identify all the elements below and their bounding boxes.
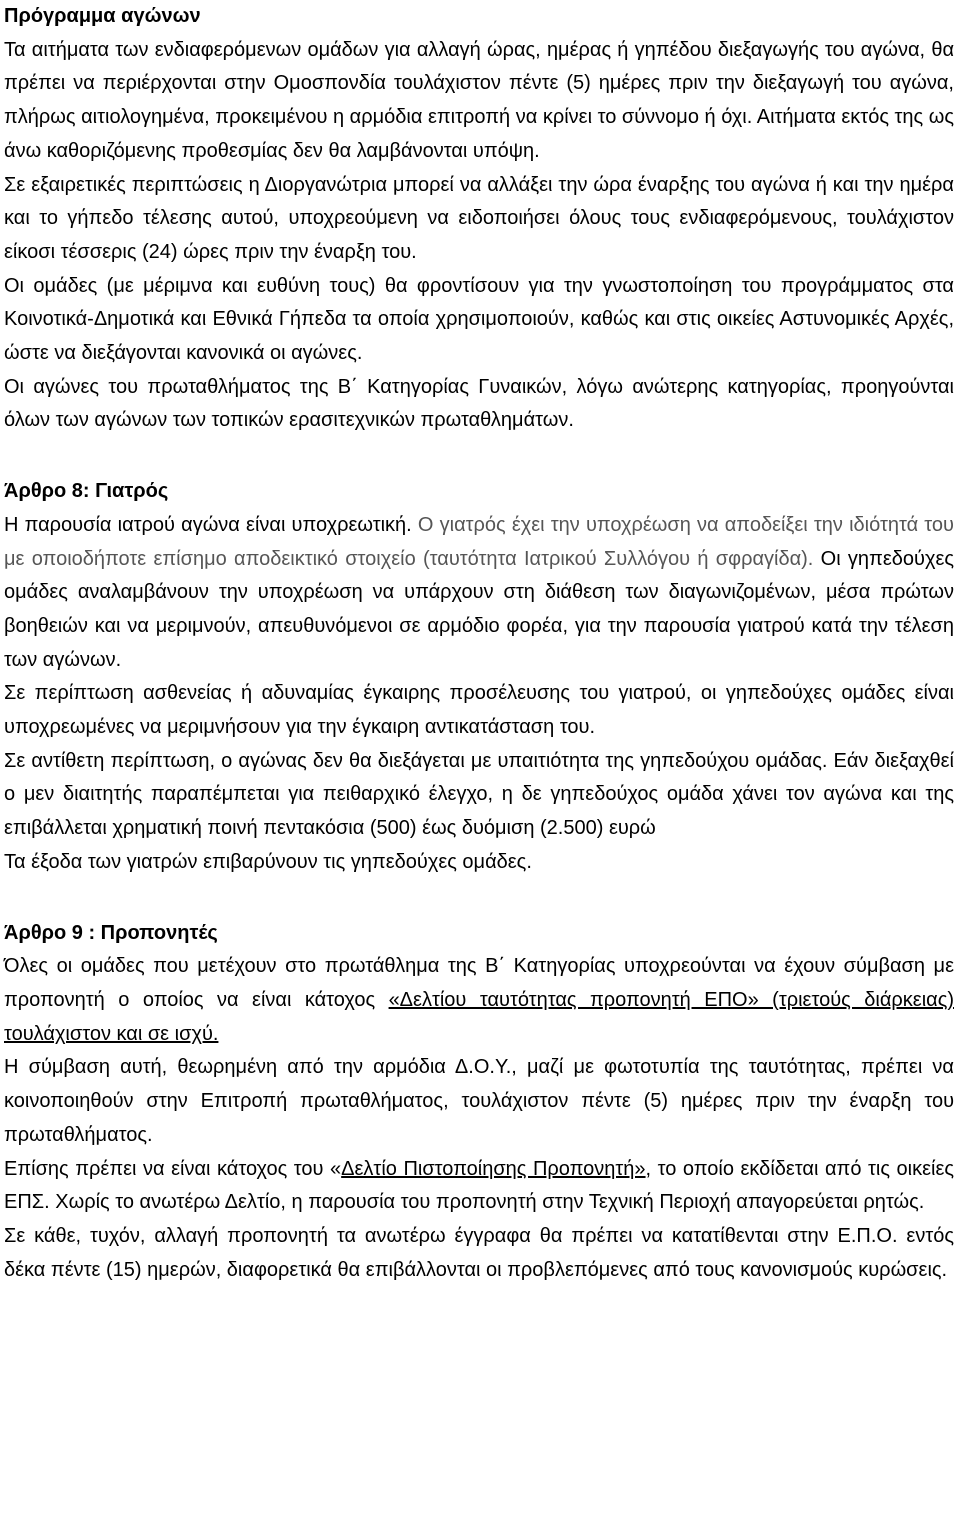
paragraph-change-requests: Τα αιτήματα των ενδιαφερόμενων ομάδων για αλλαγή ώρας, ημέρας ή γηπέδου διεξαγωγής του αγώνα, θα πρέπει να περιέρχονται στην Ομοσπονδία τουλάχιστον πέντε (5) ημέρες πριν την διεξαγωγή του αγώνα, πλήρως αιτιολογημένα, προκειμένου η αρμόδια επιτροπή να κρίνει το σύννομο ή όχι. Αιτήματα εκτός της ως άνω καθοριζόμενης προθεσμίας δεν θα λαμβάνονται υπόψη.	[4, 38, 954, 162]
coach-license-underlined: «Δελτίου ταυτότητας προπονητή ΕΠΟ» (τριετούς διάρκειας) τουλάχιστον και σε ισχύ.	[4, 988, 954, 1045]
paragraph-doctor-required	[4, 509, 954, 678]
paragraph-coach-contract	[4, 950, 954, 1051]
article-9	[4, 917, 954, 1288]
section-program	[4, 0, 954, 438]
certification-text-b: , το οποίο εκδίδεται από τις οικείες ΕΠΣ. Χωρίς το ανωτέρω Δελτίο, η παρουσία του προπονητή στην Τεχνική Περιοχή απαγορεύεται ρητώς.	[4, 1157, 954, 1214]
paragraph-doctor-expenses: Τα έξοδα των γιατρών επιβαρύνουν τις γηπεδούχες ομάδες.	[4, 850, 532, 873]
paragraph-priority: Οι αγώνες του πρωταθλήματος της Β΄ Κατηγορίας Γυναικών, λόγω ανώτερης κατηγορίας, προηγούνται όλων των αγώνων των τοπικών ερασιτεχνικών πρωταθλημάτων.	[4, 375, 954, 432]
document-page	[4, 0, 954, 1287]
paragraph-certification	[4, 1153, 954, 1220]
certification-text-a: Επίσης πρέπει να είναι κάτοχος του «	[4, 1157, 342, 1180]
paragraph-coach-change: Σε κάθε, τυχόν, αλλαγή προπονητή τα ανωτέρω έγγραφα θα πρέπει να κατατίθενται στην Ε.Π.Ο. εντός δέκα πέντε (15) ημερών, διαφορετικά θα επιβάλλονται οι προβλεπόμενες από τους κανονισμούς κυρώσεις.	[4, 1224, 954, 1281]
paragraph-contract-filing: Η σύμβαση αυτή, θεωρημένη από την αρμόδια Δ.Ο.Υ., μαζί με φωτοτυπία της ταυτότητας, πρέπει να κοινοποιηθούν στην Επιτροπή πρωταθλήματος, τουλάχιστον πέντε (5) ημέρες πριν την έναρξη του πρωταθλήματος.	[4, 1056, 954, 1146]
article-8-title: Άρθρο 8: Γιατρός	[4, 480, 169, 503]
article-8	[4, 475, 954, 879]
paragraph-doctor-replacement: Σε περίπτωση ασθενείας ή αδυναμίας έγκαιρης προσέλευσης του γιατρού, οι γηπεδούχες ομάδες είναι υποχρεωμένες να μεριμνήσουν για την έγκαιρη αντικατάσταση του.	[4, 682, 954, 739]
doctor-credentials-text: Ο γιατρός έχει την υποχρέωση να αποδείξει την ιδιότητά του με οποιοδήποτε επίσημο αποδεικτικό στοιχείο (ταυτότητα Ιατρικού Συλλόγου ή σφραγίδα).	[4, 513, 954, 570]
spacer	[4, 438, 954, 475]
coach-contract-text: Όλες οι ομάδες που μετέχουν στο πρωτάθλημα της Β΄ Κατηγορίας υποχρεούνται να έχουν σύμβαση με προπονητή ο οποίος να είναι κάτοχος	[4, 955, 954, 1011]
spacer	[4, 880, 954, 917]
certification-underlined: Δελτίο Πιστοποίησης Προπονητή»	[341, 1157, 646, 1180]
paragraph-program-notification: Οι ομάδες (με μέριμνα και ευθύνη τους) θα φροντίσουν για την γνωστοποίηση του προγράμματος στα Κοινοτικά-Δημοτικά και Εθνικά Γήπεδα τα οποία χρησιμοποιούν, καθώς και στις οικείες Αστυνομικές Αρχές, ώστε να διεξάγονται κανονικά οι αγώνες.	[4, 274, 954, 365]
section-title-program: Πρόγραμμα αγώνων	[4, 5, 201, 27]
paragraph-exceptional-cases: Σε εξαιρετικές περιπτώσεις η Διοργανώτρια μπορεί να αλλάξει την ώρα έναρξης του αγώνα ή και την ημέρα και το γήπεδο τέλεσης αυτού, υποχρεούμενη να ειδοποιήσει όλους τους ενδιαφερόμενους, τουλάχιστον είκοσι τέσσερις (24) ώρες πριν την έναρξη του.	[4, 173, 954, 263]
paragraph-penalty: Σε αντίθετη περίπτωση, ο αγώνας δεν θα διεξάγεται με υπαιτιότητα της γηπεδούχου ομάδας. Εάν διεξαχθεί ο μεν διαιτητής παραπέμπεται για πειθαρχικό έλεγχο, η δε γηπεδούχος ομάδα χάνει τον αγώνα και της επιβάλλεται χρηματική ποινή πεντακόσια (500) έως δυόμιση (2.500) ευρώ	[4, 749, 954, 840]
doctor-required-text: Η παρουσία ιατρού αγώνα είναι υποχρεωτική.	[4, 513, 418, 536]
home-team-obligation-text: Οι γηπεδούχες ομάδες αναλαμβάνουν την υποχρέωση να υπάρχουν στη διάθεση των διαγωνιζομένων, μέσα πρώτων βοηθειών και να μεριμνούν, απευθυνόμενοι σε αρμόδιο φορέα, για την παρουσία γιατρού κατά την τέλεση των αγώνων.	[4, 547, 955, 671]
article-9-title: Άρθρο 9 : Προπονητές	[4, 921, 218, 944]
